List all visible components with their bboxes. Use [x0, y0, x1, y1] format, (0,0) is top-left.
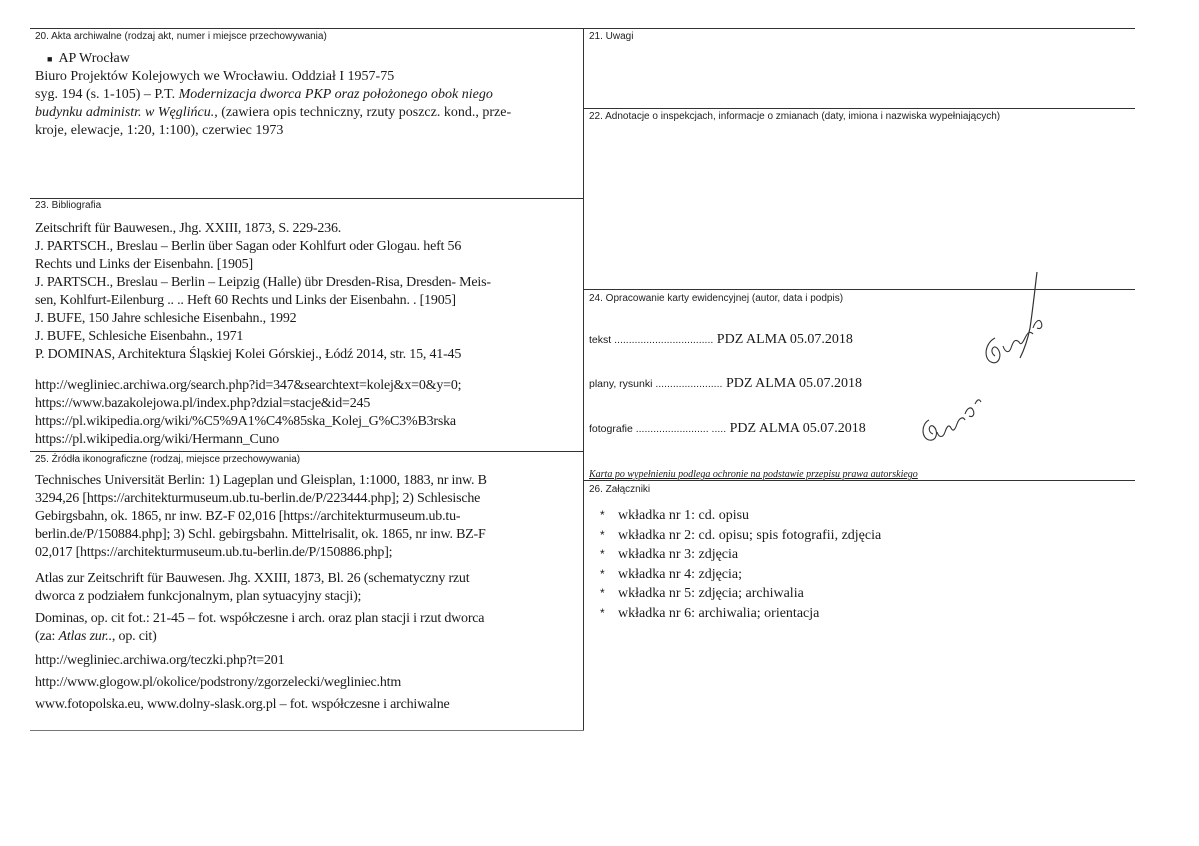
- iconography-line: Dominas, op. cit fot.: 21-45 – fot. współczesne i arch. oraz plan stacji i rzut dworca: [35, 611, 485, 626]
- bibliography-entry: J. PARTSCH., Breslau – Berlin – Leipzig (Halle) übr Dresden-Risa, Dresden- Meis-: [35, 275, 491, 290]
- iconography-link-3: www.fotopolska.eu, www.dolny-slask.org.pl – fot. współczesne i archiwalne: [35, 697, 450, 712]
- row-label: tekst: [589, 334, 612, 346]
- row-dots: ..................................: [611, 334, 714, 346]
- iconography-para-2: [35, 570, 469, 606]
- section-25-header: 25. Źródła ikonograficzne (rodzaj, miejsce przechowywania): [35, 454, 301, 465]
- iconography-line: 3294,26 [https://architekturmuseum.ub.tu-berlin.de/P/223444.php]; 2) Schlesische: [35, 491, 481, 506]
- iconography-line: Technisches Universität Berlin: 1) Lageplan und Gleisplan, 1:1000, 1883, nr inw. B: [35, 473, 487, 488]
- asterisk-bullet-icon: *: [600, 508, 605, 522]
- section-23-header: 23. Bibliografia: [35, 200, 102, 211]
- row-dots: ......................... .....: [632, 423, 727, 435]
- archive-name: AP Wrocław: [58, 51, 130, 66]
- bibliography-urls: [35, 377, 461, 449]
- archive-line-1: Biuro Projektów Kolejowych we Wrocławiu. Oddział I 1957-75: [35, 69, 395, 84]
- bibliography-entry: J. BUFE, 150 Jahre schlesiche Eisenbahn., 1992: [35, 311, 297, 326]
- handwritten-signature-top: [975, 268, 1070, 378]
- iconography-para-3: [35, 610, 484, 646]
- archive-line-3: budynku administr. w Węglińcu., (zawiera opis techniczny, rzuty poszcz. kond., prze-: [35, 105, 512, 120]
- iconography-line: Gebirgsbahn, ok. 1865, nr inw. BZ-F 02,016 [https://architekturmuseum.ub.tu-: [35, 509, 461, 524]
- iconography-line: dworca z podziałem funkcjonalnym, plan sytuacyjny stacji);: [35, 589, 362, 604]
- row-value: PDZ ALMA 05.07.2018: [713, 332, 853, 347]
- asterisk-bullet-icon: *: [600, 547, 605, 561]
- section-24-header: 24. Opracowanie karty ewidencyjnej (autor, data i podpis): [589, 293, 844, 304]
- attachment-item: * wkładka nr 6: archiwalia; orientacja: [600, 604, 881, 624]
- archive-bullet-item: [35, 50, 511, 68]
- bibliography-url: http://wegliniec.archiwa.org/search.php?id=347&searchtext=kolej&x=0&y=0;: [35, 378, 462, 393]
- attachment-item: * wkładka nr 1: cd. opisu: [600, 506, 881, 526]
- bibliography-entry: Rechts und Links der Eisenbahn. [1905]: [35, 257, 253, 272]
- row-value: PDZ ALMA 05.07.2018: [726, 421, 866, 436]
- asterisk-bullet-icon: *: [600, 586, 605, 600]
- asterisk-bullet-icon: *: [600, 605, 605, 620]
- row-dots: .......................: [652, 378, 723, 390]
- section-22-header: 22. Adnotacje o inspekcjach, informacje o zmianach (daty, imiona i nazwiska wypełniających): [589, 111, 1001, 122]
- asterisk-bullet-icon: *: [600, 566, 605, 581]
- section-26-header: 26. Załączniki: [589, 484, 651, 495]
- iconography-link-1: http://wegliniec.archiwa.org/teczki.php?t=201: [35, 653, 285, 668]
- bibliography-list: [35, 220, 491, 364]
- bottom-rule: [30, 730, 584, 731]
- copyright-note: Karta po wypełnieniu podlega ochronie na podstawie przepisu prawa autorskiego: [589, 469, 918, 480]
- iconography-line: berlin.de/P/150884.php]; 3) Schl. gebirgsbahn. Mittelrisalit, ok. 1865, nr inw. BZ-F: [35, 527, 486, 542]
- rule-left-25: [30, 451, 584, 452]
- archive-line-4: kroje, elewacje, 1:20, 1:100), czerwiec 1973: [35, 123, 284, 138]
- author-row-photos: [589, 420, 866, 438]
- iconography-line: 02,017 [https://architekturmuseum.ub.tu-berlin.de/P/150886.php];: [35, 545, 393, 560]
- attachments-list: [600, 506, 881, 623]
- iconography-line: Atlas zur Zeitschrift für Bauwesen. Jhg. XXIII, 1873, Bl. 26 (schematyczny rzut: [35, 571, 470, 586]
- bibliography-url: https://pl.wikipedia.org/wiki/%C5%9A1%C4%85ska_Kolej_G%C3%B3rska: [35, 414, 456, 429]
- bibliography-entry: P. DOMINAS, Architektura Śląskiej Kolei Górskiej., Łódź 2014, str. 15, 41-45: [35, 347, 462, 362]
- attachment-item: * wkładka nr 3: zdjęcia: [600, 545, 881, 565]
- section-21-header: 21. Uwagi: [589, 31, 634, 42]
- square-bullet-icon: ■: [47, 54, 53, 64]
- bibliography-entry: Zeitschrift für Bauwesen., Jhg. XXIII, 1873, S. 229-236.: [35, 221, 342, 236]
- row-label: plany, rysunki: [589, 378, 653, 390]
- bibliography-url: https://www.bazakolejowa.pl/index.php?dzial=stacje&id=245: [35, 396, 371, 411]
- bibliography-entry: J. BUFE, Schlesiche Eisenbahn., 1971: [35, 329, 244, 344]
- iconography-para-1: [35, 472, 487, 562]
- asterisk-bullet-icon: *: [600, 527, 605, 542]
- rule-right-22: [584, 108, 1135, 109]
- attachment-item: * wkładka nr 2: cd. opisu; spis fotografii, zdjęcia: [600, 526, 881, 546]
- section-20-body: [35, 50, 511, 140]
- iconography-line: (za: Atlas zur.., op. cit): [35, 629, 157, 644]
- handwritten-signature-bottom: [915, 390, 985, 450]
- bibliography-entry: sen, Kohlfurt-Eilenburg .. .. Heft 60 Rechts und Links der Eisenbahn. . [1905]: [35, 293, 456, 308]
- attachment-item: * wkładka nr 5: zdjęcia; archiwalia: [600, 584, 881, 604]
- rule-left-23: [30, 198, 584, 199]
- attachment-item: * wkładka nr 4: zdjęcia;: [600, 565, 881, 585]
- bibliography-url: https://pl.wikipedia.org/wiki/Hermann_Cuno: [35, 432, 280, 447]
- section-20-header: 20. Akta archiwalne (rodzaj akt, numer i miejsce przechowywania): [35, 31, 327, 42]
- archive-line-2: syg. 194 (s. 1-105) – P.T. Modernizacja dworca PKP oraz położonego obok niego: [35, 87, 493, 102]
- author-row-text: [589, 331, 853, 349]
- iconography-link-2: http://www.glogow.pl/okolice/podstrony/zgorzelecki/wegliniec.htm: [35, 675, 402, 690]
- row-label: fotografie: [589, 423, 633, 435]
- row-value: PDZ ALMA 05.07.2018: [722, 376, 863, 391]
- center-vertical-divider: [583, 29, 584, 731]
- bibliography-entry: J. PARTSCH., Breslau – Berlin über Sagan oder Kohlfurt oder Glogau. heft 56: [35, 239, 462, 254]
- author-row-plans: [589, 375, 862, 393]
